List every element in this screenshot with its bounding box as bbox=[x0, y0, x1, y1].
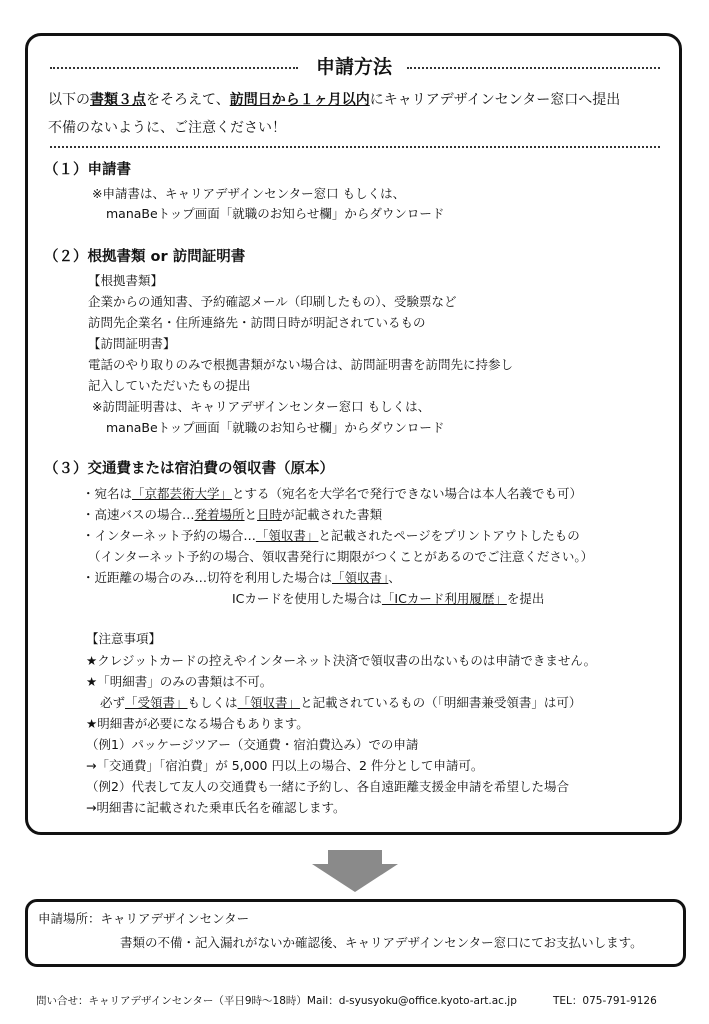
section-3-line: ・宛名は「京都芸術大学」とする（宛名を大学名で発行できない場合は本人名義でも可） bbox=[82, 486, 583, 501]
section-3-title: （３）交通費または宿泊費の領収書（原本） bbox=[44, 461, 334, 477]
section-2-line: ※訪問証明書は、キャリアデザインセンター窓口 もしくは、 bbox=[92, 399, 431, 414]
section-2-line: 【訪問証明書】 bbox=[88, 336, 176, 351]
footer-contact: 問い合せ：キャリアデザインセンター（平日9時～18時）Mail：d-syusyoku@office.kyoto-art.ac.jp bbox=[36, 995, 517, 1007]
section-2-title: （２）根拠書類 or 訪問証明書 bbox=[44, 249, 246, 265]
notes-title: 【注意事項】 bbox=[86, 631, 162, 646]
note-line: ★クレジットカードの控えやインターネット決済で領収書の出ないものは申請できません。 bbox=[86, 653, 597, 668]
section-3-line: ・インターネット予約の場合…「領収書」と記載されたページをプリントアウトしたもの bbox=[82, 528, 580, 543]
note-line: （例1）パッケージツアー（交通費・宿泊費込み）での申請 bbox=[86, 737, 419, 752]
section-3-line: ・高速バスの場合…発着場所と日時が記載された書類 bbox=[82, 507, 383, 522]
note-line: →明細書に記載された乗車氏名を確認します。 bbox=[86, 800, 346, 815]
section-1-line: ※申請書は、キャリアデザインセンター窓口 もしくは、 bbox=[92, 186, 406, 201]
section-2-line: 記入していただいたもの提出 bbox=[88, 378, 251, 393]
section-3-line: ・近距離の場合のみ…切符を利用した場合は「領収書」、 bbox=[82, 570, 401, 585]
section-1-line: manaBeトップ画面「就職のお知らせ欄」からダウンロード bbox=[106, 206, 445, 221]
dotted-divider-right bbox=[407, 67, 660, 69]
section-2-line: manaBeトップ画面「就職のお知らせ欄」からダウンロード bbox=[106, 420, 445, 435]
down-arrow-icon bbox=[310, 850, 400, 892]
section-2-line: 企業からの通知書、予約確認メール（印刷したもの）、受験票など bbox=[88, 294, 457, 309]
place-line-2: 書類の不備・記入漏れがないか確認後、キャリアデザインセンター窓口にてお支払いします。 bbox=[120, 935, 643, 950]
section-3-line: （インターネット予約の場合、領収書発行に期限がつくことがあるのでご注意ください。） bbox=[88, 549, 594, 564]
dotted-divider bbox=[50, 146, 660, 148]
intro-line-2: 不備のないように、ご注意ください！ bbox=[48, 120, 286, 136]
section-2-line: 電話のやり取りのみで根拠書類がない場合は、訪問証明書を訪問先に持参し bbox=[88, 357, 514, 372]
place-line-1: 申請場所：キャリアデザインセンター bbox=[38, 911, 250, 926]
page-title: 申請方法 bbox=[315, 56, 392, 78]
section-2-line: 【根拠書類】 bbox=[88, 273, 164, 288]
note-line: ★明細書が必要になる場合もあります。 bbox=[86, 716, 309, 731]
note-line: （例2）代表して友人の交通費も一緒に予約し、各自遠距離支援金申請を希望した場合 bbox=[86, 779, 569, 794]
heading-row bbox=[50, 52, 660, 80]
intro-line-1: 以下の書類３点をそろえて、訪問日から１ヶ月以内にキャリアデザインセンター窓口へ提出 bbox=[48, 92, 621, 108]
footer-tel: TEL：075-791-9126 bbox=[553, 995, 657, 1007]
section-3-line: ICカードを使用した場合は「ICカード利用履歴」を提出 bbox=[232, 591, 545, 606]
section-2-line: 訪問先企業名・住所連絡先・訪問日時が明記されているもの bbox=[88, 315, 426, 330]
note-line: →「交通費」「宿泊費」が 5,000 円以上の場合、2 件分として申請可。 bbox=[86, 758, 484, 773]
note-line: ★「明細書」のみの書類は不可。 bbox=[86, 674, 273, 689]
dotted-divider-left bbox=[50, 67, 298, 69]
section-1-title: （１）申請書 bbox=[44, 162, 131, 178]
application-place-box bbox=[25, 899, 686, 967]
note-line: 必ず「受領書」もしくは「領収書」と記載されているもの（「明細書兼受領書」は可） bbox=[100, 695, 582, 710]
